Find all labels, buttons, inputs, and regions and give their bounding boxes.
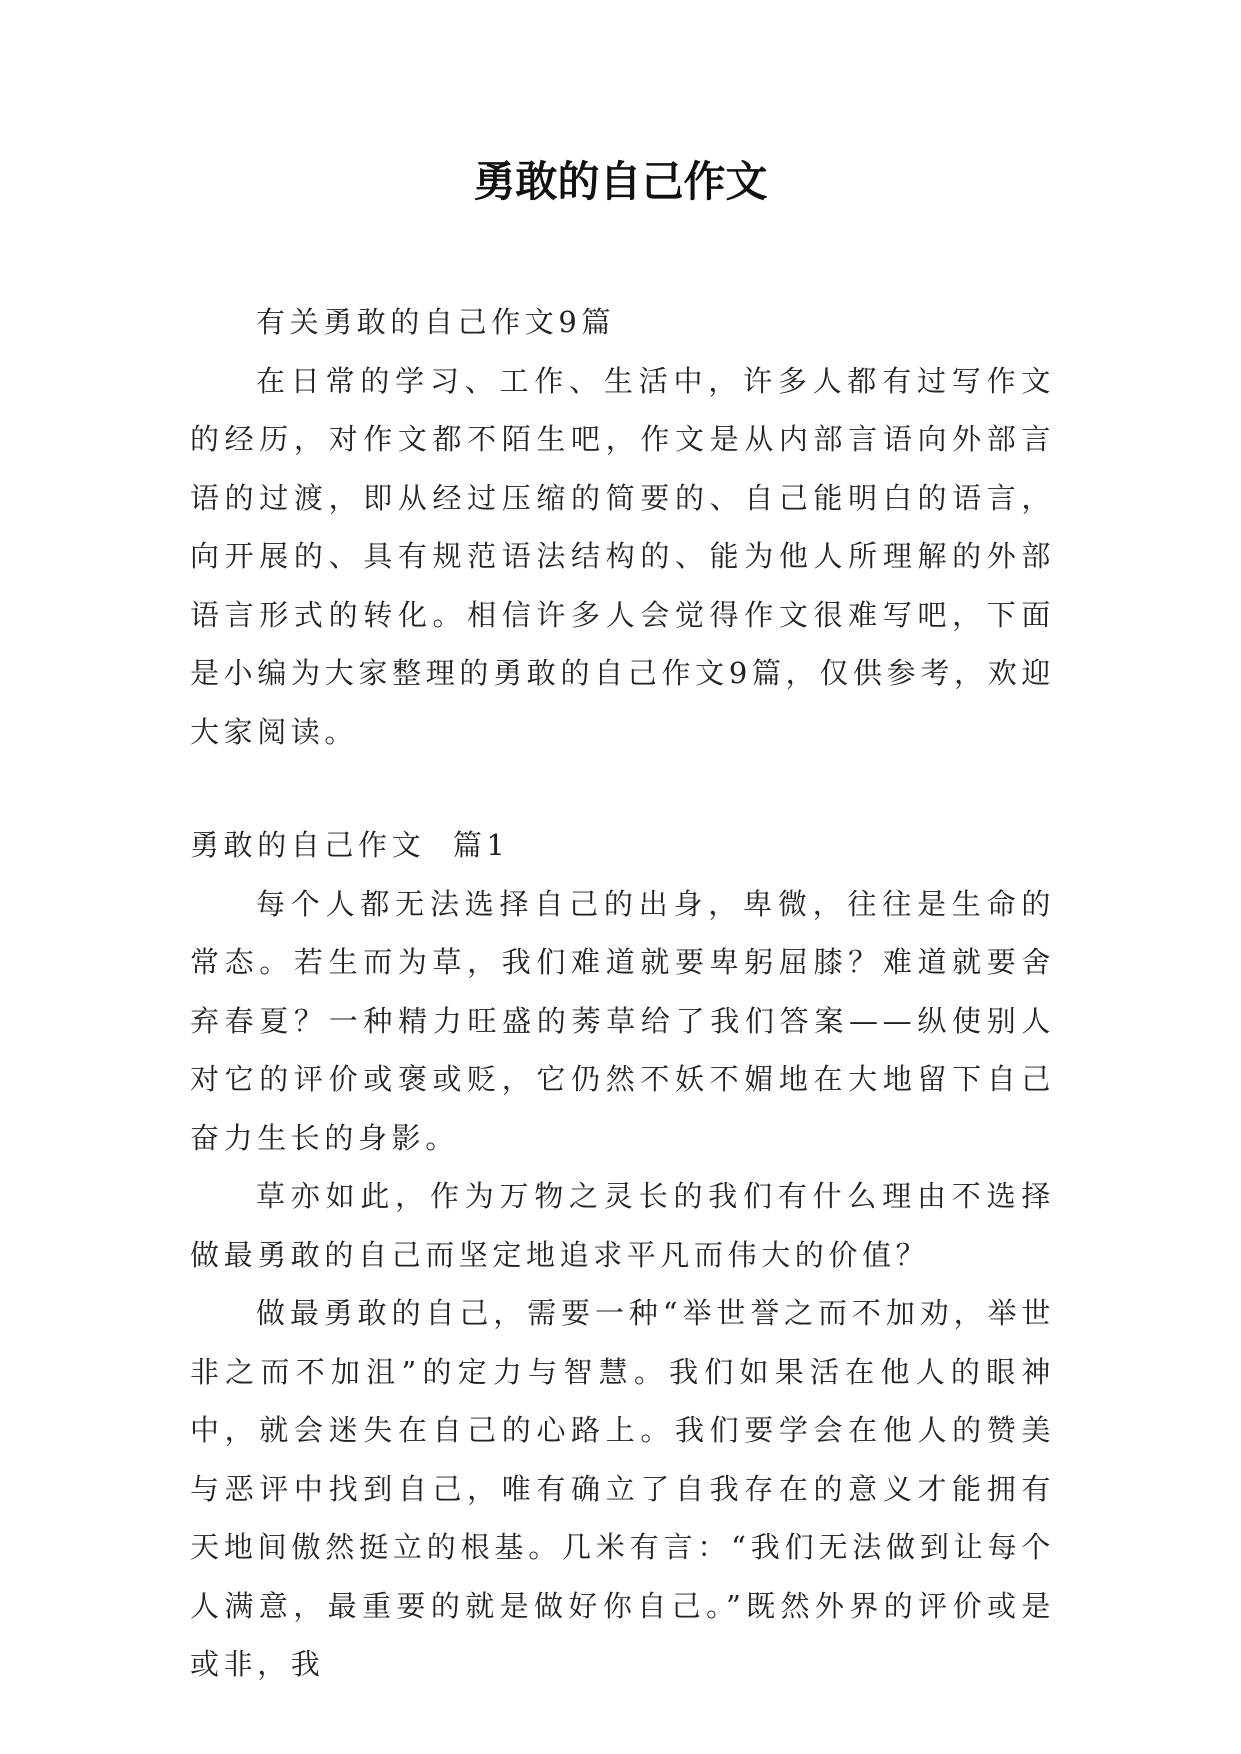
- section-heading: 勇敢的自己作文 篇1: [190, 828, 510, 862]
- section-paragraph: 草亦如此，作为万物之灵长的我们有什么理由不选择做最勇敢的自己而坚定地追求平凡而伟大的价值？: [190, 1179, 1055, 1272]
- intro-subtitle: 有关勇敢的自己作文9篇: [256, 305, 616, 339]
- document-body: [190, 293, 1055, 1694]
- section-paragraph: 每个人都无法选择自己的出身，卑微，往往是生命的常态。若生而为草，我们难道就要卑躬屈膝？难道就要舍弃春夏？一种精力旺盛的莠草给了我们答案——纵使别人对它的评价或褒或贬，它仍然不妖不媚地在大地留下自己奋力生长的身影。: [190, 886, 1055, 1155]
- section-spacer: [190, 761, 1055, 816]
- section-paragraph: 做最勇敢的自己，需要一种“举世誉之而不加劝，举世非之而不加沮”的定力与智慧。我们如果活在他人的眼神中，就会迷失在自己的心路上。我们要学会在他人的赞美与恶评中找到自己，唯有确立了自我存在的意义才能拥有天地间傲然挺立的根基。几米有言：“我们无法做到让每个人满意，最重要的就是做好你自己。”既然外界的评价或是或非，我: [190, 1296, 1055, 1681]
- intro-paragraph: 在日常的学习、工作、生活中，许多人都有过写作文的经历，对作文都不陌生吧，作文是从内部言语向外部言语的过渡，即从经过压缩的简要的、自己能明白的语言，向开展的、具有规范语法结构的、能为他人所理解的外部语言形式的转化。相信许多人会觉得作文很难写吧，下面是小编为大家整理的勇敢的自己作文9篇，仅供参考，欢迎大家阅读。: [190, 363, 1055, 749]
- document-title: 勇敢的自己作文: [473, 157, 768, 206]
